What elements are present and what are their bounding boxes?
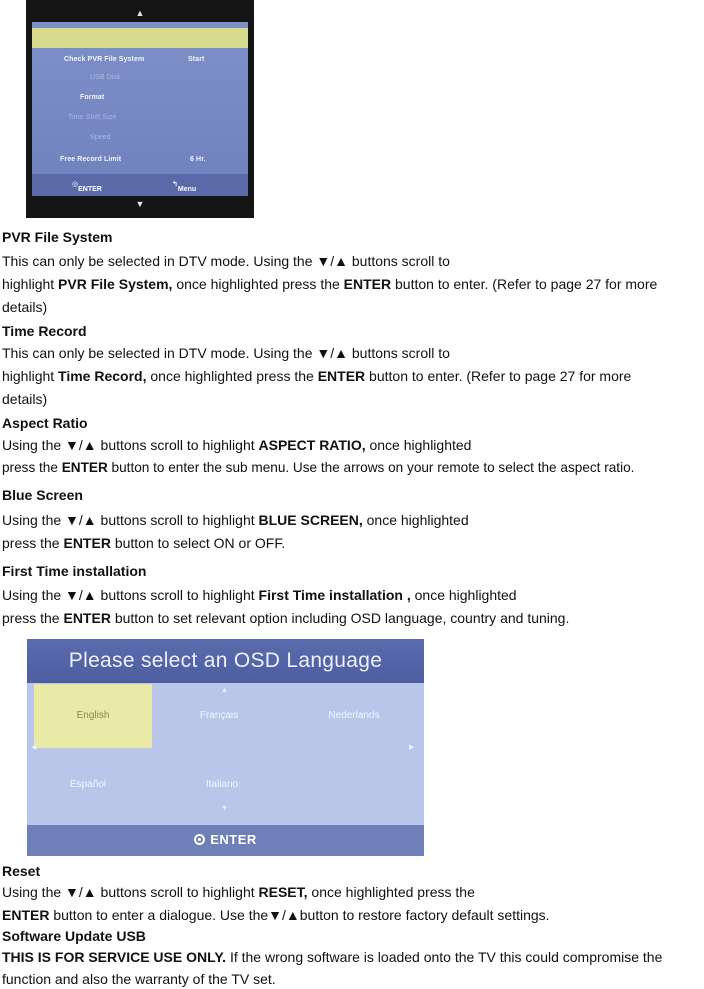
time-record-line-1: This can only be selected in DTV mode. Using the ▼/▲ buttons scroll to	[2, 345, 450, 361]
heading-reset: Reset	[2, 863, 41, 879]
aspect-line-1: Using the ▼/▲ buttons scroll to highlight ASPECT RATIO, once highlighted	[2, 437, 472, 453]
first-time-line-2: press the ENTER button to set relevant option including OSD language, country and tuning.	[2, 610, 570, 626]
language-option-francais[interactable]: Français	[199, 710, 239, 721]
scroll-up-icon: ▲	[135, 8, 145, 18]
reset-line-1: Using the ▼/▲ buttons scroll to highlight RESET, once highlighted press the	[2, 884, 475, 900]
heading-software-update-usb: Software Update USB	[2, 928, 146, 944]
enter-icon	[194, 834, 205, 845]
osd-footer	[27, 825, 424, 856]
software-line-1: THIS IS FOR SERVICE USE ONLY. If the wrong software is loaded onto the TV this could compromise the	[2, 949, 663, 965]
menu-hint: ↰ Menu	[172, 181, 197, 193]
language-option-espanol[interactable]: Español	[69, 779, 107, 790]
tv-menu-panel	[32, 22, 248, 196]
enter-button[interactable]: ENTER	[27, 832, 424, 847]
menu-row-check-pvr-value: Start	[188, 56, 205, 63]
blue-line-1: Using the ▼/▲ buttons scroll to highlight BLUE SCREEN, once highlighted	[2, 512, 469, 528]
menu-row-usb-disk: USB Disk	[90, 74, 121, 81]
blue-line-2: press the ENTER button to select ON or OFF.	[2, 535, 286, 551]
menu-row-format: Format	[80, 94, 105, 101]
menu-row-label: Check PVR File System	[64, 56, 145, 63]
heading-time-record: Time Record	[2, 323, 87, 339]
enter-hint: ◎ ENTER	[72, 181, 102, 193]
language-option-nederlands[interactable]: Nederlands	[328, 710, 380, 721]
pvr-line-1: This can only be selected in DTV mode. Using the ▼/▲ buttons scroll to	[2, 253, 450, 269]
heading-pvr-file-system: PVR File System	[2, 229, 113, 245]
arrow-down-icon: ▼	[221, 805, 228, 812]
reset-line-2: ENTER button to enter a dialogue. Use the▼/▲button to restore factory default settings.	[2, 907, 550, 923]
arrow-up-icon: ▲	[221, 687, 228, 694]
first-time-line-1: Using the ▼/▲ buttons scroll to highlight First Time installation , once highlighted	[2, 587, 517, 603]
heading-blue-screen: Blue Screen	[2, 487, 83, 503]
time-record-line-2: highlight Time Record, once highlighted press the ENTER button to enter. (Refer to page 27 for more	[2, 368, 632, 384]
menu-row-record-limit: Free Record Limit	[60, 156, 122, 163]
menu-row-time-shift: Time Shift Size	[68, 114, 117, 121]
tv-menu-footer	[32, 174, 248, 196]
heading-first-time-installation: First Time installation	[2, 563, 147, 579]
language-option-italiano[interactable]: Italiano	[205, 779, 239, 790]
osd-title: Please select an OSD Language	[27, 639, 424, 683]
aspect-line-2: press the ENTER button to enter the sub menu. Use the arrows on your remote to select the aspect ratio.	[2, 460, 635, 475]
tv-menu-screenshot	[26, 0, 254, 218]
menu-row-record-limit-value: 6 Hr.	[190, 156, 206, 163]
highlighted-menu-row	[32, 28, 248, 48]
menu-row-speed: Speed	[90, 134, 111, 141]
menu-row-check-pvr	[64, 56, 144, 63]
pvr-line-3: details)	[2, 299, 48, 315]
software-line-2: function and also the warranty of the TV set.	[2, 971, 276, 987]
language-option-english[interactable]: English	[34, 684, 152, 748]
arrow-left-icon: ◀	[31, 744, 37, 751]
pvr-line-2: highlight PVR File System, once highlighted press the ENTER button to enter. (Refer to page 27 for more	[2, 276, 658, 292]
scroll-down-icon: ▼	[135, 199, 145, 209]
heading-aspect-ratio: Aspect Ratio	[2, 415, 88, 431]
arrow-right-icon: ▶	[409, 744, 415, 751]
time-record-line-3: details)	[2, 391, 48, 407]
osd-language-screenshot	[27, 639, 424, 856]
